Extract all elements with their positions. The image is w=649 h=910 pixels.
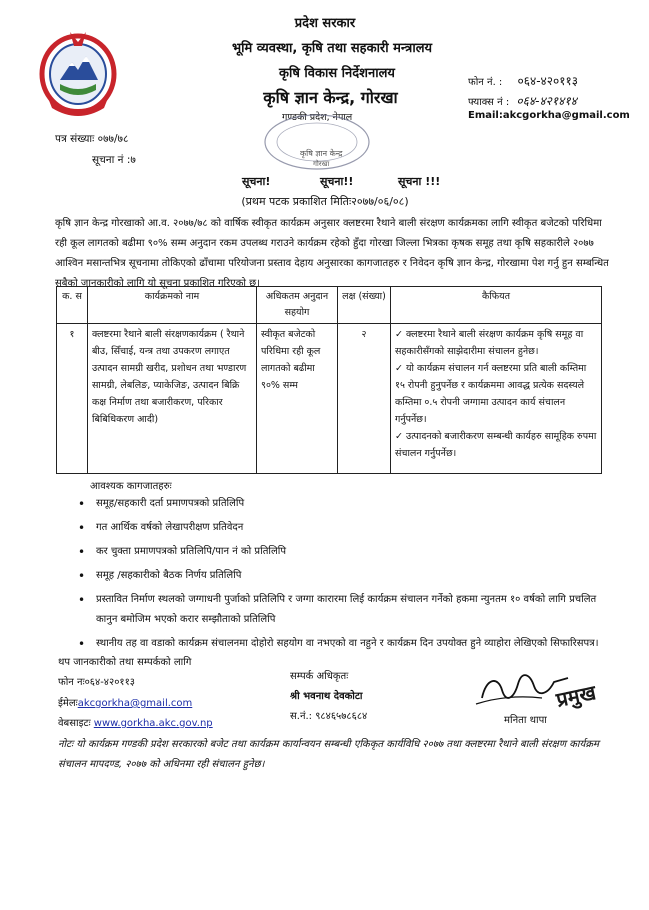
email-link[interactable]: akcgorkha@gmail.com bbox=[77, 698, 193, 709]
program-table bbox=[56, 286, 602, 474]
fax-line bbox=[468, 92, 577, 109]
list-item: • समूह/सहकारी दर्ता प्रमाणपत्रको प्रतिलिपि bbox=[72, 494, 612, 514]
more-info-email bbox=[58, 695, 192, 709]
contact-officer-mobile: स.नं.: ९८४६५७८६८४ bbox=[290, 711, 368, 722]
more-info-heading: थप जानकारीको तथा सम्पर्कको लागि bbox=[58, 657, 192, 668]
cell-program: क्लष्टरमा रैथाने बाली संरक्षणकार्यक्रम ( रैथाने बीउ, सिँचाई, यन्त्र तथा उपकरण लगाएत उत्पादन सामग्री खरीद, प्रशोधन तथा भण्डारण सामग्री, लेबलिङ, प्याकेजिङ, उत्पादन बिक्रि कक्ष निर्माण तथा बजारीकरण, परिकार बिबिधिकरण आदी) bbox=[88, 324, 257, 474]
contact-officer-name: श्री भवनाथ देवकोटा bbox=[290, 691, 363, 702]
col-target: लक्ष (संख्या) bbox=[338, 287, 391, 324]
header-location: गण्डकी प्रदेश, नेपाल bbox=[282, 112, 353, 123]
phone-value: ०६४-४२०११३ bbox=[517, 74, 578, 88]
table-header-row bbox=[57, 287, 602, 324]
docs-list bbox=[72, 494, 612, 658]
header-office: कृषि ज्ञान केन्द्र, गोरखा bbox=[263, 88, 398, 107]
table-row bbox=[57, 324, 602, 474]
list-item: • समूह /सहकारीको बैठक निर्णय प्रतिलिपि bbox=[72, 566, 612, 586]
remark-item: ✓ क्लष्टरमा रैथाने बाली संरक्षण कार्यक्रम कृषि समूह वा सहकारीसँगको साझेदारीमा संचालन हुनेछ। bbox=[395, 329, 584, 357]
remark-item: ✓ उत्पादनको बजारीकरण सम्बन्धी कार्यहरु सामूहिक रुपमा संचालन गर्नुपर्नेछ। bbox=[395, 431, 597, 459]
fax-label: फ्याक्स नं : bbox=[468, 97, 510, 108]
letter-number: पत्र संख्याः ०७७/७८ bbox=[55, 133, 129, 145]
header-province: प्रदेश सरकार bbox=[294, 16, 356, 31]
signatory-name: मनिता थापा bbox=[504, 715, 547, 726]
list-item: • गत आर्थिक वर्षको लेखापरीक्षण प्रतिवेदन bbox=[72, 518, 612, 538]
contact-officer-label: सम्पर्क अधिकृतः bbox=[290, 671, 349, 682]
header-ministry: भूमि व्यवस्था, कृषि तथा सहकारी मन्त्रालय bbox=[231, 41, 433, 56]
header-directorate: कृषि विकास निर्देशनालय bbox=[279, 66, 395, 81]
col-program: कार्यक्रमको नाम bbox=[88, 287, 257, 324]
list-item: • स्थानीय तह वा वडाको कार्यक्रम संचालनमा दोहोरो सहयोग वा नभएको वा नहुने र कार्यक्रम दिन उपयोक्त हुने व्याहोरा लेखिएको सिफारिसपत्र। bbox=[72, 634, 612, 654]
stamp-text-2: गोरखा bbox=[313, 160, 330, 168]
remark-text-3: उत्पादनको बजारीकरण सम्बन्धी कार्यहरु सामूहिक रुपमा संचालन गर्नुपर्नेछ। bbox=[395, 431, 597, 459]
cell-grant: स्वीकृत बजेटको परिधिमा रही कूल लागतको बढीमा ९०% सम्म bbox=[257, 324, 338, 474]
notice-number: सूचना नं :७ bbox=[92, 154, 136, 166]
remark-item: ✓ यो कार्यक्रम संचालन गर्न क्लष्टरमा प्रति बाली कम्तिमा १५ रोपनी हुनुपर्नेछ र कार्यक्रममा आवद्ध प्रत्येक सदस्यले कम्तिमा ०.५ रोपनी जग्गामा उत्पादन कार्य संचालन गर्नुपर्नेछ। bbox=[395, 363, 587, 425]
col-sn: क. स bbox=[57, 287, 88, 324]
docs-heading: आवश्यक कागजातहरुः bbox=[90, 481, 172, 492]
more-info-website bbox=[58, 715, 213, 729]
publish-date: (प्रथम पटक प्रकाशित मितिः२०७७/०६/०८) bbox=[241, 195, 409, 208]
intro-paragraph: कृषि ज्ञान केन्द्र गोरखाको आ.व. २०७७/७८ को वार्षिक स्वीकृत कार्यक्रम अनुसार क्लष्टरमा रैथाने बाली संरक्षण कार्यक्रमका लागि स्वीकृत बजेटको परिधिमा रही कूल लागतको बढीमा ९०% सम्म अनुदान रकम उपलब्ध गराउने कार्यक्रम रहेको हुँदा गोरखा जिल्ला भित्रका कृषक समूह तथा कृषि सहकारीले २०७७ आश्विन मसान्तभित्र सूचनामा तोकिएको ढाँचामा परियोजना प्रस्ताव देहाय अनुसारका कागजातहरु र निवेदन कृषि ज्ञान केन्द्र, गोरखामा पेश गर्नु हुन सम्बन्धित सबैको जानकारीको लागि यो सूचना प्रकाशित गरिएको छ। bbox=[55, 218, 609, 289]
phone-label: फोन नं. : bbox=[468, 77, 503, 88]
cell-remarks bbox=[391, 324, 602, 474]
website-link[interactable]: www.gorkha.akc.gov.np bbox=[93, 718, 213, 729]
col-grant: अधिकतम अनुदान सहयोग bbox=[257, 287, 338, 324]
notice-title-3: सूचना !!! bbox=[398, 175, 441, 188]
cell-target: २ bbox=[338, 324, 391, 474]
notice-title-1: सूचना! bbox=[242, 175, 271, 188]
phone-line bbox=[468, 72, 578, 89]
nepal-emblem-icon bbox=[38, 28, 118, 116]
website-label: वेबसाइटः bbox=[58, 718, 91, 729]
fax-value: ०६४-४२१४१४ bbox=[516, 94, 577, 108]
more-info-phone: फोन नः०६४-४२०११३ bbox=[58, 677, 136, 688]
footer-note: नोटः यो कार्यक्रम गण्डकी प्रदेश सरकारको बजेट तथा कार्यक्रम कार्यान्वयन सम्बन्धी एकिकृत कार्यविधि २०७७ तथा क्लष्टरमा रैथाने बाली संरक्षण कार्यक्रम संचालन मापदण्ड, २०७७ को अधिनमा रही संचालन हुनेछ। bbox=[58, 739, 599, 770]
notice-title-2: सूचना!! bbox=[320, 175, 354, 188]
cell-sn: १ bbox=[57, 324, 88, 474]
remark-text-2: यो कार्यक्रम संचालन गर्न क्लष्टरमा प्रति बाली कम्तिमा १५ रोपनी हुनुपर्नेछ र कार्यक्रममा आवद्ध प्रत्येक सदस्यले कम्तिमा ०.५ रोपनी जग्गामा उत्पादन कार्य संचालन गर्नुपर्नेछ। bbox=[395, 363, 587, 425]
seal-text: प्रमुख bbox=[554, 680, 598, 712]
header-email: Email:akcgorkha@gmail.com bbox=[468, 110, 630, 121]
list-item: • प्रस्तावित निर्माण स्थलको जग्गाधनी पुर्जाको प्रतिलिपि र जग्गा कारारमा लिई कार्यक्रम संचालन गर्नेको हकमा न्युनतम १० वर्षको लागि प्रचलित कानुन बमोजिम भएको करार सम्झौताको प्रतिलिपि bbox=[72, 590, 612, 630]
col-remarks: कैफियत bbox=[391, 287, 602, 324]
email-label: ईमेलः bbox=[58, 698, 78, 709]
stamp-text-1: कृषि ज्ञान केन्द्र bbox=[300, 149, 343, 158]
list-item: • कर चुक्ता प्रमाणपत्रको प्रतिलिपि/पान नं को प्रतिलिपि bbox=[72, 542, 612, 562]
remark-text-1: क्लष्टरमा रैथाने बाली संरक्षण कार्यक्रम कृषि समूह वा सहकारीसँगको साझेदारीमा संचालन हुनेछ। bbox=[395, 329, 584, 357]
